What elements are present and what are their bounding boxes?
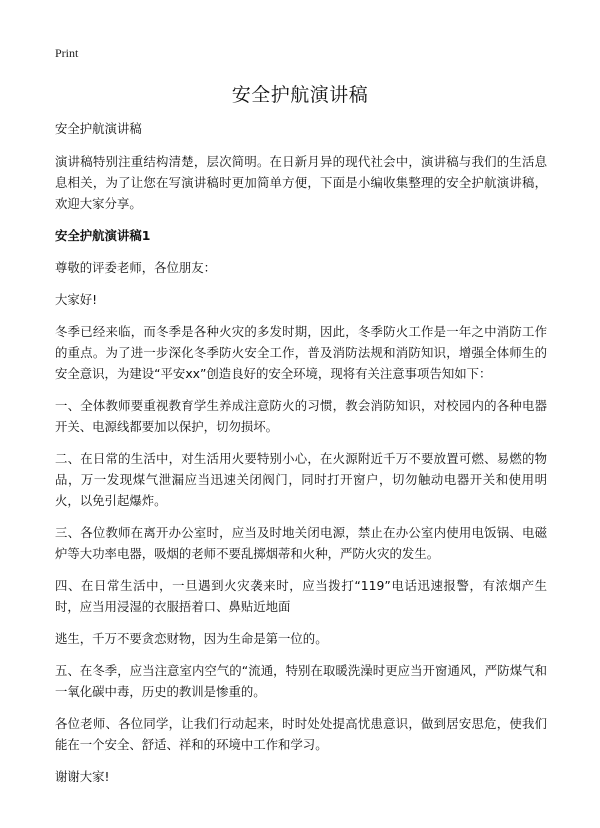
- print-link[interactable]: Print: [55, 46, 79, 60]
- document-title: 安全护航演讲稿: [231, 84, 369, 106]
- body-paragraph: 冬季已经来临，而冬季是各种火灾的多发时期，因此，冬季防火工作是一年之中消防工作的重点。为了进一步深化冬季防火安全工作，普及消防法规和消防知识，增强全体师生的安全意识，为建设“平安xx”创造良好的安全环境，现将有关注意事项告知如下：: [55, 324, 547, 381]
- document-subtitle: 安全护航演讲稿: [55, 121, 142, 136]
- body-paragraph: 五、在冬季，应当注意室内空气的“流通，特别在取暖洗澡时更应当开窗通风，严防煤气和一氧化碳中毒，历史的教训是惨重的。: [55, 663, 547, 699]
- document-body: [55, 118, 547, 798]
- intro-paragraph: 演讲稿特别注重结构清楚，层次简明。在日新月异的现代社会中，演讲稿与我们的生活息息相关，为了让您在写演讲稿时更加简单方便，下面是小编收集整理的安全护航演讲稿，欢迎大家分享。: [55, 154, 547, 211]
- closing-line: 谢谢大家!: [55, 769, 110, 784]
- body-paragraph: 一、全体教师要重视教育学生养成注意防火的习惯，教会消防知识，对校园内的各种电器开关、电源线都要加以保护，切勿损坏。: [55, 398, 547, 434]
- body-paragraph: 二、在日常的生活中，对生活用火要特别小心，在火源附近千万不要放置可燃、易燃的物品，万一发现煤气泄漏应当迅速关闭阀门，同时打开窗户，切勿触动电器开关和使用明火，以免引起爆炸。: [55, 451, 547, 508]
- body-paragraph: 逃生，千万不要贪恋财物，因为生命是第一位的。: [55, 631, 328, 646]
- body-paragraph: 各位老师、各位同学，让我们行动起来，时时处处提高忧患意识，做到居安思危，使我们能在一个安全、舒适、祥和的环境中工作和学习。: [55, 716, 547, 752]
- body-paragraph: 四、在日常生活中，一旦遇到火灾袭来时，应当拨打“119”电话迅速报警，有浓烟产生时，应当用浸湿的衣服捂着口、鼻贴近地面: [55, 578, 547, 614]
- body-paragraph: 三、各位教师在离开办公室时，应当及时地关闭电源，禁止在办公室内使用电饭锅、电磁炉等大功率电器，吸烟的老师不要乱掷烟蒂和火种，严防火灾的发生。: [55, 525, 547, 561]
- greeting-line: 尊敬的评委老师，各位朋友：: [55, 260, 217, 275]
- hello-line: 大家好!: [55, 292, 98, 307]
- section-heading: 安全护航演讲稿1: [55, 228, 151, 243]
